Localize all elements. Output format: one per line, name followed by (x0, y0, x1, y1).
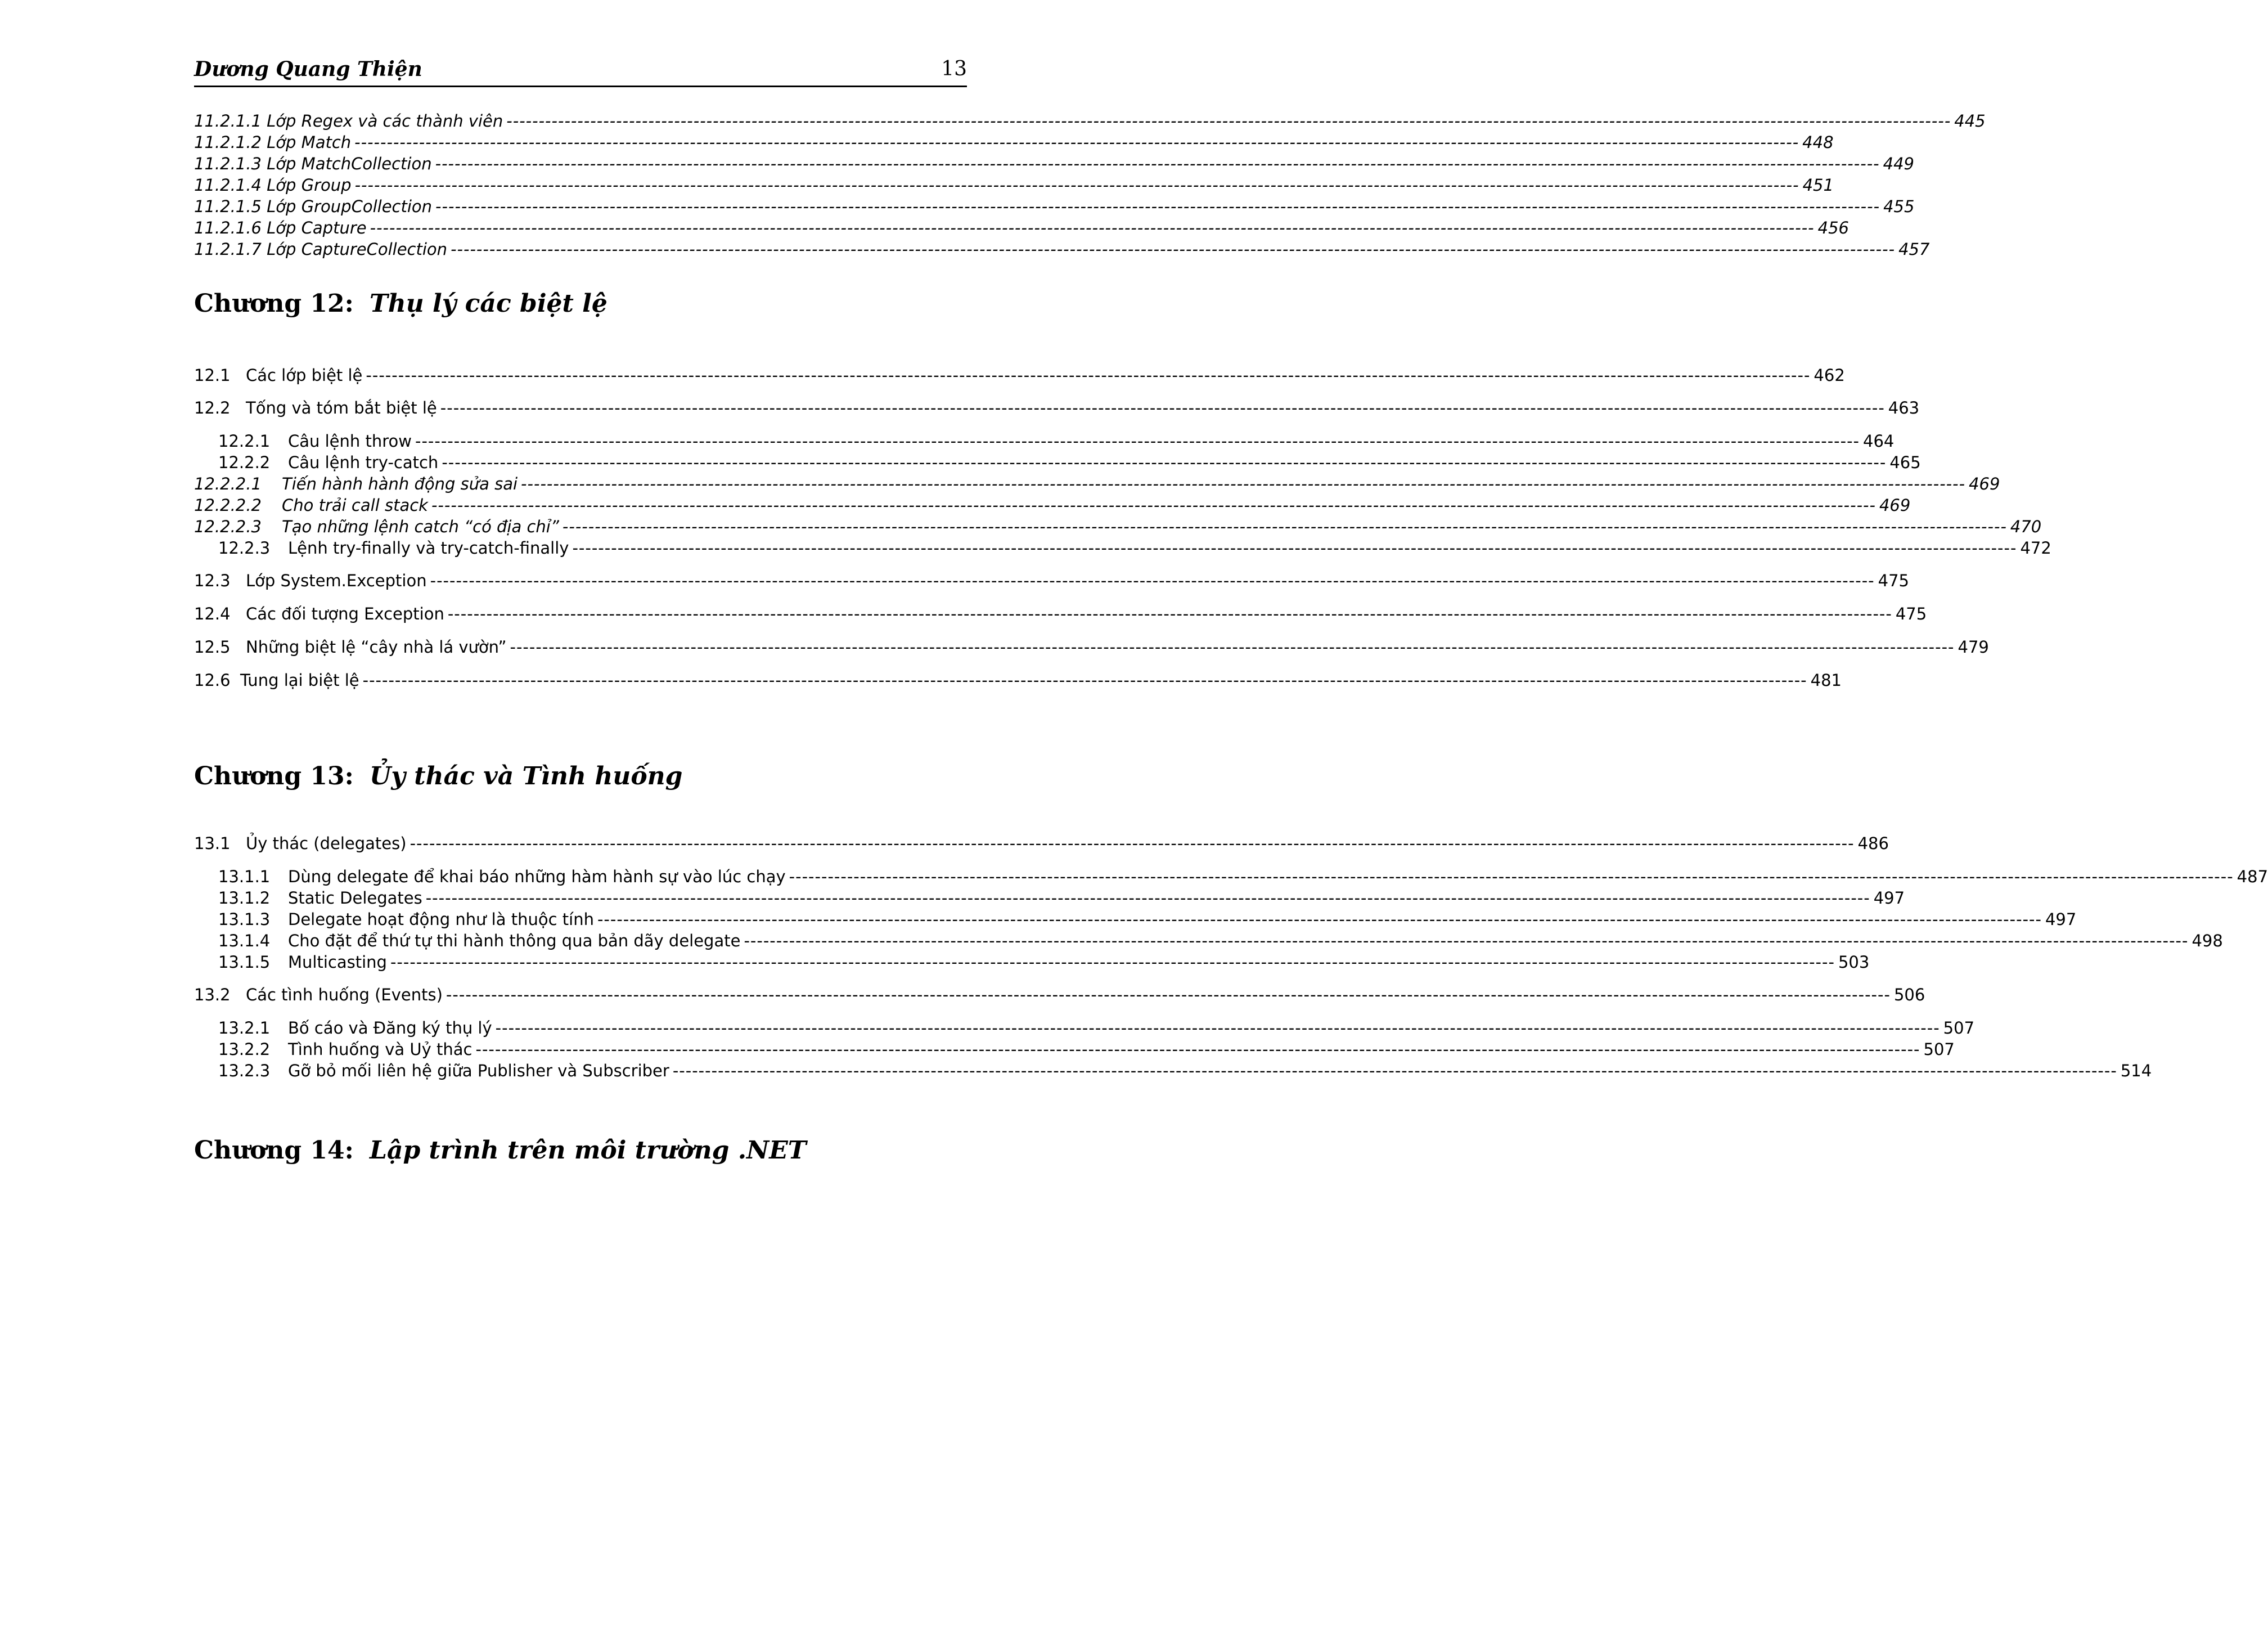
toc-leader: -------------------------------------------------------------------------------------------------------------------------------------------------------------------------------------------------------------------------------- (789, 867, 2234, 886)
toc-entry-page: 472 (2020, 538, 2051, 558)
toc-entry-page: 463 (1888, 398, 1920, 417)
toc-leader: -------------------------------------------------------------------------------------------------------------------------------------------------------------------------------------------------------------------------------- (572, 538, 2017, 558)
toc-entry-title: 11.2.1.2 Lớp Match (194, 133, 352, 152)
toc-entry-title: 11.2.1.6 Lớp Capture (194, 218, 367, 237)
chapter-label: Chương 12: (194, 289, 354, 318)
toc-entry-12-2-1: 12.2.1 Câu lệnh throw -------------------------------------------------------------------------------------------------------------------------------------------------------------------------------------------------------------------------------- 464 (218, 432, 1894, 451)
toc-leader: -------------------------------------------------------------------------------------------------------------------------------------------------------------------------------------------------------------------------------- (366, 366, 1811, 385)
toc-entry-11-2-1-5 (194, 196, 1915, 217)
toc-entry-title: Lệnh try-finally và try-catch-finally (288, 538, 569, 558)
toc-entry-title: Các lớp biệt lệ (246, 366, 363, 385)
toc-leader: -------------------------------------------------------------------------------------------------------------------------------------------------------------------------------------------------------------------------------- (495, 1018, 1940, 1038)
toc-entry-page: 481 (1810, 671, 1842, 690)
toc-entry-12-2-2-3: 12.2.2.3 Tạo những lệnh catch “có địa chỉ” -------------------------------------------------------------------------------------------------------------------------------------------------------------------------------------------------------------------------------- 470 (194, 517, 2042, 536)
toc-leader: -------------------------------------------------------------------------------------------------------------------------------------------------------------------------------------------------------------------------------- (390, 953, 1835, 972)
toc-entry-11-2-1-4 (194, 174, 1834, 196)
toc-entry-12-2: 12.2 Tống và tóm bắt biệt lệ -------------------------------------------------------------------------------------------------------------------------------------------------------------------------------------------------------------------------------- 463 (194, 398, 1920, 417)
toc-entry-13-2: 13.2 Các tình huống (Events) -------------------------------------------------------------------------------------------------------------------------------------------------------------------------------------------------------------------------------- 506 (194, 985, 1925, 1004)
toc-leader: -------------------------------------------------------------------------------------------------------------------------------------------------------------------------------------------------------------------------------- (440, 398, 1885, 417)
toc-entry-12-2-3: 12.2.3 Lệnh try-finally và try-catch-finally -------------------------------------------------------------------------------------------------------------------------------------------------------------------------------------------------------------------------------- 472 (218, 538, 2051, 558)
chapter-heading-12 (194, 287, 608, 321)
toc-entry-title: Tống và tóm bắt biệt lệ (246, 398, 437, 417)
toc-entry-page: 503 (1838, 953, 1870, 972)
toc-entry-title: Câu lệnh try-catch (288, 453, 439, 472)
toc-entry-12-2-2-2: 12.2.2.2 Cho trải call stack -------------------------------------------------------------------------------------------------------------------------------------------------------------------------------------------------------------------------------- 469 (194, 496, 1911, 515)
toc-leader: -------------------------------------------------------------------------------------------------------------------------------------------------------------------------------------------------------------------------------- (744, 931, 2189, 950)
toc-entry-11-2-1-1 (194, 110, 1986, 132)
toc-entry-12-2-2-1: 12.2.2.1 Tiến hành hành động sửa sai -------------------------------------------------------------------------------------------------------------------------------------------------------------------------------------------------------------------------------- 469 (194, 474, 2000, 493)
toc-entry-11-2-1-3 (194, 153, 1914, 174)
toc-entry-page: 451 (1802, 176, 1834, 195)
toc-entry-title: Những biệt lệ “cây nhà lá vườn” (246, 637, 507, 657)
toc-entry-title: Dùng delegate để khai báo những hàm hành sự vào lúc chạy (288, 867, 786, 886)
toc-leader: -------------------------------------------------------------------------------------------------------------------------------------------------------------------------------------------------------------------------------- (446, 985, 1891, 1004)
toc-entry-page: 475 (1895, 604, 1927, 623)
toc-leader: -------------------------------------------------------------------------------------------------------------------------------------------------------------------------------------------------------------------------------- (510, 637, 1955, 657)
toc-entry-title: Cho đặt để thứ tự thi hành thông qua bản dãy delegate (288, 931, 741, 950)
toc-entry-13-2-3: 13.2.3 Gỡ bỏ mối liên hệ giữa Publisher và Subscriber -------------------------------------------------------------------------------------------------------------------------------------------------------------------------------------------------------------------------------- 514 (218, 1061, 2152, 1080)
toc-entry-page: 469 (1879, 496, 1911, 515)
toc-entry-11-2-1-6 (194, 217, 1849, 239)
toc-entry-12-3: 12.3 Lớp System.Exception -------------------------------------------------------------------------------------------------------------------------------------------------------------------------------------------------------------------------------- 475 (194, 571, 1909, 590)
toc-entry-11-2-1-2 (194, 132, 1834, 153)
toc-leader: -------------------------------------------------------------------------------------------------------------------------------------------------------------------------------------------------------------------------------- (506, 111, 1951, 131)
toc-entry-page: 470 (2010, 517, 2042, 536)
header-page-number: 13 (941, 57, 967, 80)
toc-entry-page: 507 (1923, 1040, 1955, 1059)
toc-leader: -------------------------------------------------------------------------------------------------------------------------------------------------------------------------------------------------------------------------------- (430, 571, 1875, 590)
toc-entry-page: 464 (1863, 432, 1894, 451)
toc-leader: -------------------------------------------------------------------------------------------------------------------------------------------------------------------------------------------------------------------------------- (442, 453, 1887, 472)
running-header (194, 54, 967, 87)
toc-entry-13-1-2: 13.1.2 Static Delegates -------------------------------------------------------------------------------------------------------------------------------------------------------------------------------------------------------------------------------- 497 (218, 888, 1905, 908)
toc-entry-title: Câu lệnh throw (288, 432, 412, 451)
toc-entry-page: 487 (2236, 867, 2268, 886)
toc-entry-13-1: 13.1 Ủy thác (delegates) -------------------------------------------------------------------------------------------------------------------------------------------------------------------------------------------------------------------------------- 486 (194, 834, 1889, 853)
toc-entry-title: Ủy thác (delegates) (246, 834, 407, 853)
toc-entry-title: Multicasting (288, 953, 387, 972)
toc-entry-page: 497 (2045, 910, 2077, 929)
toc-entry-title: 11.2.1.1 Lớp Regex và các thành viên (194, 111, 503, 131)
toc-entry-page: 462 (1814, 366, 1845, 385)
toc-entry-page: 469 (1969, 474, 2000, 493)
chapter-label: Chương 13: (194, 762, 354, 791)
toc-leader: -------------------------------------------------------------------------------------------------------------------------------------------------------------------------------------------------------------------------------- (415, 432, 1860, 451)
toc-leader: -------------------------------------------------------------------------------------------------------------------------------------------------------------------------------------------------------------------------------- (362, 671, 1807, 690)
toc-entry-title: Tạo những lệnh catch “có địa chỉ” (282, 517, 559, 536)
toc-leader: -------------------------------------------------------------------------------------------------------------------------------------------------------------------------------------------------------------------------------- (562, 517, 2007, 536)
toc-entry-title: Cho trải call stack (282, 496, 428, 515)
toc-entry-13-1-1: 13.1.1 Dùng delegate để khai báo những hàm hành sự vào lúc chạy -------------------------------------------------------------------------------------------------------------------------------------------------------------------------------------------------------------------------------- 487 (218, 867, 2268, 886)
toc-entry-12-5: 12.5 Những biệt lệ “cây nhà lá vườn” -------------------------------------------------------------------------------------------------------------------------------------------------------------------------------------------------------------------------------- 479 (194, 637, 1989, 657)
toc-entry-title: Tình huống và Uỷ thác (288, 1040, 472, 1059)
toc-entry-page: 506 (1893, 985, 1925, 1004)
chapter-label: Chương 14: (194, 1136, 354, 1165)
toc-entry-13-2-2: 13.2.2 Tình huống và Uỷ thác -------------------------------------------------------------------------------------------------------------------------------------------------------------------------------------------------------------------------------- 507 (218, 1040, 1955, 1059)
toc-entry-title: Static Delegates (288, 888, 422, 908)
toc-entry-title: Các tình huống (Events) (246, 985, 443, 1004)
toc-entry-page: 514 (2120, 1061, 2152, 1080)
toc-entry-title: Tiến hành hành động sửa sai (282, 474, 518, 493)
toc-entry-page: 455 (1883, 197, 1915, 216)
toc-entry-11-2-1-7 (194, 239, 1930, 260)
chapter-heading-13 (194, 760, 682, 793)
toc-entry-title: Bố cáo và Đăng ký thụ lý (288, 1018, 492, 1038)
toc-entry-title: 11.2.1.7 Lớp CaptureCollection (194, 240, 448, 259)
toc-entry-page: 449 (1883, 154, 1914, 173)
toc-leader: -------------------------------------------------------------------------------------------------------------------------------------------------------------------------------------------------------------------------------- (597, 910, 2042, 929)
toc-entry-page: 465 (1889, 453, 1921, 472)
toc-entry-13-1-4: 13.1.4 Cho đặt để thứ tự thi hành thông qua bản dãy delegate -------------------------------------------------------------------------------------------------------------------------------------------------------------------------------------------------------------------------------- 498 (218, 931, 2223, 950)
toc-entry-page: 457 (1898, 240, 1930, 259)
toc-entry-12-1: 12.1 Các lớp biệt lệ -------------------------------------------------------------------------------------------------------------------------------------------------------------------------------------------------------------------------------- 462 (194, 366, 1845, 385)
toc-leader: -------------------------------------------------------------------------------------------------------------------------------------------------------------------------------------------------------------------------------- (672, 1061, 2117, 1080)
header-author: Dương Quang Thiện (194, 57, 422, 81)
toc-leader: -------------------------------------------------------------------------------------------------------------------------------------------------------------------------------------------------------------------------------- (475, 1040, 1920, 1059)
toc-entry-title: 11.2.1.4 Lớp Group (194, 176, 352, 195)
toc-entry-page: 498 (2192, 931, 2223, 950)
toc-leader: -------------------------------------------------------------------------------------------------------------------------------------------------------------------------------------------------------------------------------- (431, 496, 1876, 515)
toc-entry-page: 486 (1857, 834, 1889, 853)
chapter-heading-14 (194, 1134, 807, 1168)
toc-entry-title: Lớp System.Exception (246, 571, 427, 590)
toc-entry-page: 456 (1817, 218, 1849, 237)
toc-entry-page: 445 (1954, 111, 1986, 131)
toc-leader: -------------------------------------------------------------------------------------------------------------------------------------------------------------------------------------------------------------------------------- (410, 834, 1855, 853)
chapter-title: Thụ lý các biệt lệ (370, 289, 608, 318)
chapter-title: Lập trình trên môi trường .NET (370, 1136, 807, 1165)
toc-leader: -------------------------------------------------------------------------------------------------------------------------------------------------------------------------------------------------------------------------------- (521, 474, 1966, 493)
toc-entry-title: Gỡ bỏ mối liên hệ giữa Publisher và Subscriber (288, 1061, 669, 1080)
toc-entry-page: 507 (1943, 1018, 1975, 1038)
toc-entry-title: Delegate hoạt động như là thuộc tính (288, 910, 594, 929)
toc-leader: -------------------------------------------------------------------------------------------------------------------------------------------------------------------------------------------------------------------------------- (447, 604, 1892, 623)
toc-entry-page: 448 (1802, 133, 1834, 152)
chapter-title: Ủy thác và Tình huống (370, 762, 683, 791)
toc-leader: -------------------------------------------------------------------------------------------------------------------------------------------------------------------------------------------------------------------------------- (354, 176, 1799, 195)
toc-leader: -------------------------------------------------------------------------------------------------------------------------------------------------------------------------------------------------------------------------------- (435, 197, 1880, 216)
toc-entry-13-1-5: 13.1.5 Multicasting -------------------------------------------------------------------------------------------------------------------------------------------------------------------------------------------------------------------------------- 503 (218, 953, 1870, 972)
toc-entry-title: Tung lại biệt lệ (240, 671, 359, 690)
toc-entry-title: 11.2.1.3 Lớp MatchCollection (194, 154, 432, 173)
toc-entry-12-4: 12.4 Các đối tượng Exception -------------------------------------------------------------------------------------------------------------------------------------------------------------------------------------------------------------------------------- 475 (194, 604, 1927, 623)
toc-entry-title: 11.2.1.5 Lớp GroupCollection (194, 197, 433, 216)
toc-leader: -------------------------------------------------------------------------------------------------------------------------------------------------------------------------------------------------------------------------------- (425, 888, 1870, 908)
toc-entry-page: 479 (1958, 637, 1989, 657)
toc-leader: -------------------------------------------------------------------------------------------------------------------------------------------------------------------------------------------------------------------------------- (354, 133, 1799, 152)
toc-entry-page: 475 (1878, 571, 1909, 590)
toc-entry-13-2-1: 13.2.1 Bố cáo và Đăng ký thụ lý -------------------------------------------------------------------------------------------------------------------------------------------------------------------------------------------------------------------------------- 507 (218, 1018, 1975, 1038)
toc-entry-title: Các đối tượng Exception (246, 604, 444, 623)
toc-entry-page: 497 (1873, 888, 1905, 908)
toc-entry-12-2-2: 12.2.2 Câu lệnh try-catch -------------------------------------------------------------------------------------------------------------------------------------------------------------------------------------------------------------------------------- 465 (218, 453, 1921, 472)
toc-entry-13-1-3: 13.1.3 Delegate hoạt động như là thuộc tính -------------------------------------------------------------------------------------------------------------------------------------------------------------------------------------------------------------------------------- 497 (218, 910, 2077, 929)
toc-leader: -------------------------------------------------------------------------------------------------------------------------------------------------------------------------------------------------------------------------------- (435, 154, 1880, 173)
toc-entry-12-6: 12.6 Tung lại biệt lệ -------------------------------------------------------------------------------------------------------------------------------------------------------------------------------------------------------------------------------- 481 (194, 671, 1842, 690)
toc-leader: -------------------------------------------------------------------------------------------------------------------------------------------------------------------------------------------------------------------------------- (370, 218, 1815, 237)
toc-leader: -------------------------------------------------------------------------------------------------------------------------------------------------------------------------------------------------------------------------------- (451, 240, 1896, 259)
